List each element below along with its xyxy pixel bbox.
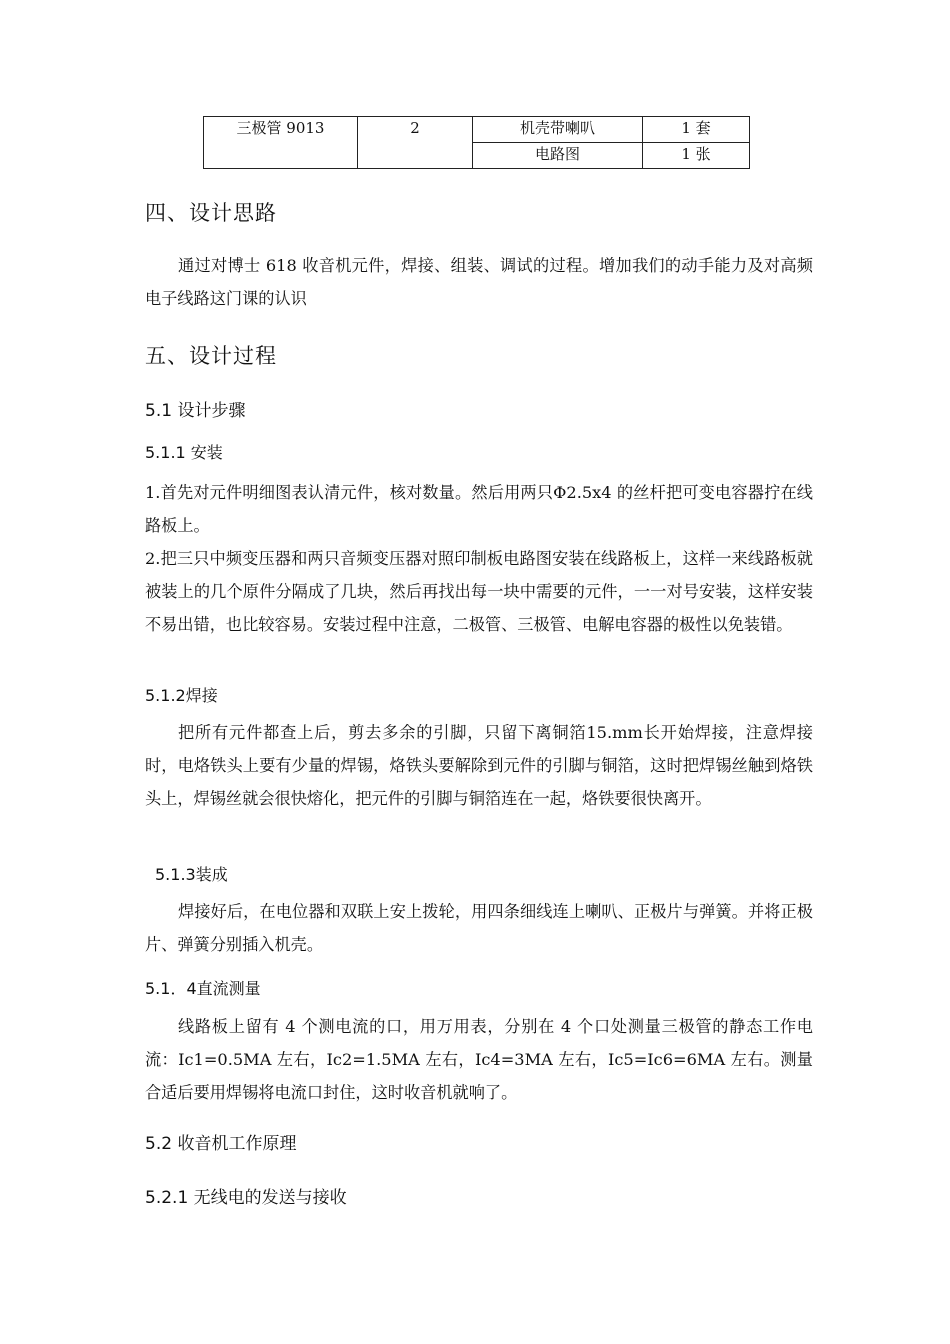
table-cell: 2 [358,117,473,169]
subsection-5-1-2-heading: 5.1.2焊接 [145,686,218,705]
section-4-body: 通过对博士 618 收音机元件，焊接、组装、调试的过程。增加我们的动手能力及对高频电子线路这门课的认识 [145,256,813,308]
subsection-5-1-heading: 5.1 设计步骤 [145,401,246,421]
subsection-5-2-1-heading: 5.2.1 无线电的发送与接收 [145,1188,347,1208]
table-cell: 电路图 [473,143,643,169]
assembly-paragraph: 焊接好后，在电位器和双联上安上拨轮，用四条细线连上喇叭、正极片与弹簧。并将正极片、弹簧分别插入机壳。 [145,902,813,954]
subsection-5-2-heading: 5.2 收音机工作原理 [145,1134,297,1154]
table-cell: 机壳带喇叭 [473,117,643,143]
table-cell: 1 张 [643,143,750,169]
dc-measurement-paragraph: 线路板上留有 4 个测电流的口，用万用表，分别在 4 个口处测量三极管的静态工作电流：Ic1=0.5MA 左右，Ic2=1.5MA 左右，Ic4=3MA 左右，Ic5=Ic6=6MA 左右。测量合适后要用焊锡将电流口封住，这时收音机就响了。 [145,1017,813,1102]
table-cell: 三极管 9013 [204,117,358,169]
table-cell: 1 套 [643,117,750,143]
parts-table [203,116,750,169]
subsection-5-1-3-heading: 5.1.3装成 [155,865,228,884]
install-paragraph-2: 2.把三只中频变压器和两只音频变压器对照印制板电路图安装在线路板上，这样一来线路板就被装上的几个原件分隔成了几块，然后再找出每一块中需要的元件，一一对号安装，这样安装不易出错，也比较容易。安装过程中注意，二极管、三极管、电解电容器的极性以免装错。 [145,549,813,634]
section-4-heading: 四、设计思路 [145,201,277,225]
section-5-heading: 五、设计过程 [145,344,277,368]
install-paragraph-1: 1.首先对元件明细图表认清元件，核对数量。然后用两只Φ2.5x4 的丝杆把可变电容器拧在线路板上。 [145,483,813,535]
subsection-5-1-1-heading: 5.1.1 安装 [145,443,223,462]
table-row [204,117,750,143]
soldering-paragraph: 把所有元件都查上后，剪去多余的引脚，只留下离铜箔15.mm长开始焊接，注意焊接时，电烙铁头上要有少量的焊锡，烙铁头要解除到元件的引脚与铜箔，这时把焊锡丝触到烙铁头上，焊锡丝就会很快熔化，把元件的引脚与铜箔连在一起，烙铁要很快离开。 [145,723,813,808]
subsection-5-1-4-heading: 5.1．4直流测量 [145,979,261,998]
